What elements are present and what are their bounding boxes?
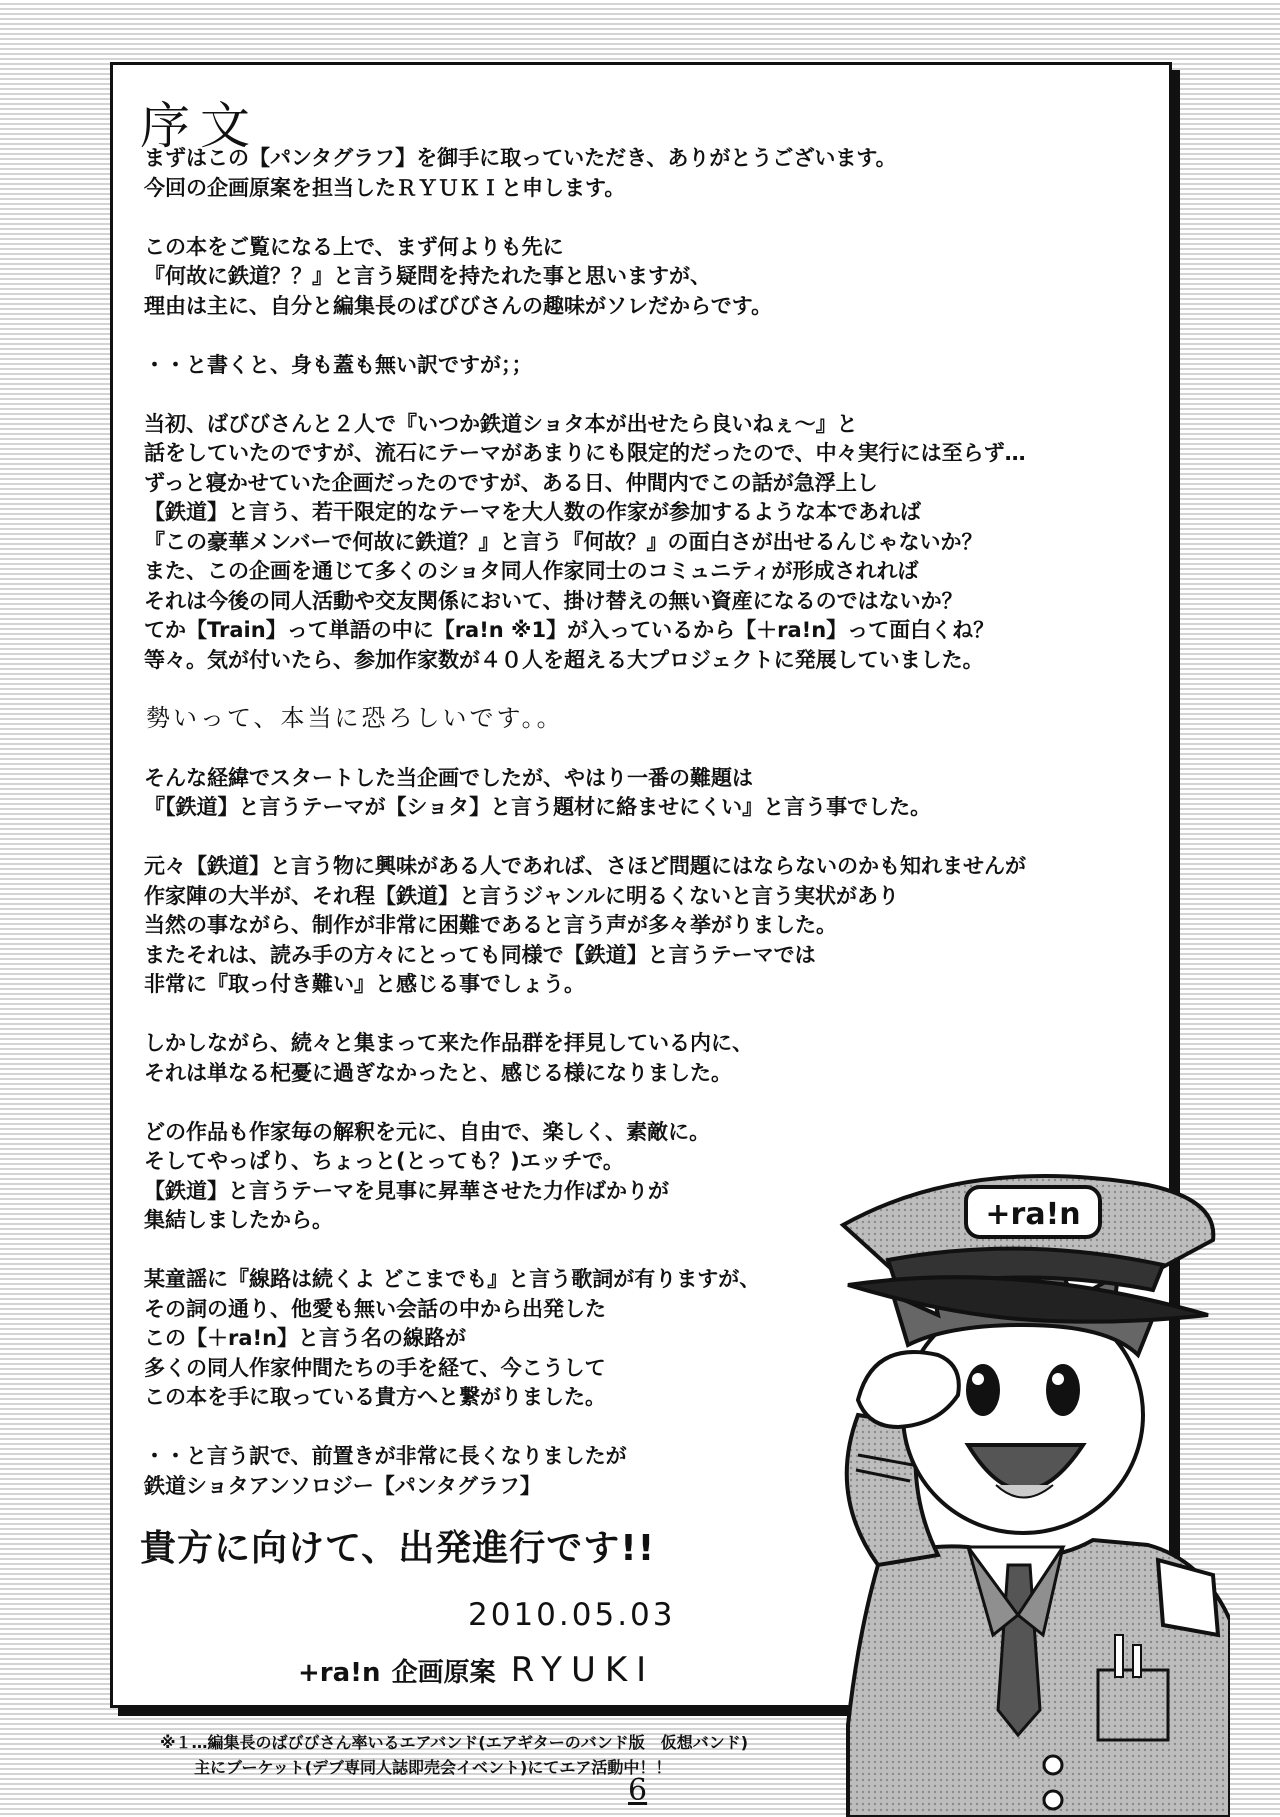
- text-line: 【鉄道】と言うテーマを見事に昇華させた力作ばかりが: [144, 1178, 669, 1203]
- text-line: 集結しましたから。: [144, 1208, 333, 1232]
- handwritten-note: 勢いって、本当に恐ろしいです。。: [146, 704, 564, 732]
- text-line: まずはこの【パンタグラフ】を御手に取っていただき、ありがとうございます。: [144, 146, 897, 170]
- text-line: 当初、ばびびさんと２人で『いつか鉄道ショタ本が出せたら良いねぇ～』と: [144, 411, 858, 436]
- footnote: [160, 1730, 748, 1780]
- text-line: その詞の通り、他愛も無い会話の中から出発した: [144, 1296, 606, 1321]
- date: 2010.05.03: [468, 1597, 676, 1633]
- preface-title: 序文: [140, 97, 260, 155]
- text-line: 元々【鉄道】と言う物に興味がある人であれば、さほど問題にはならないのかも知れませんが: [144, 854, 1026, 878]
- text-line: ・・と言う訳で、前置きが非常に長くなりましたが: [144, 1444, 627, 1468]
- conductor-mascot-illustration: [818, 1165, 1230, 1817]
- text-line: てか【Train】って単語の中に【ra!n ※1】が入っているから【＋ra!n】って面白くね？: [144, 618, 995, 642]
- signature: [298, 1650, 655, 1690]
- text-line: そんな経緯でスタートした当企画でしたが、やはり一番の難題は: [144, 765, 753, 790]
- closing-heading: 貴方に向けて、出発進行です!!: [140, 1528, 656, 1569]
- footnote-line: 主にブーケット(デブ専同人誌即売会イベント)にてエア活動中！！: [194, 1758, 672, 1777]
- footnote-line: ※１…編集長のばびびさん率いるエアバンド(エアギターのバンド版 仮想バンド): [160, 1733, 749, 1752]
- text-line: そしてやっぱり、ちょっと(とっても？)エッチで。: [144, 1149, 624, 1173]
- cap-badge-text: +ra!n: [985, 1197, 1081, 1232]
- text-line: どの作品も作家毎の解釈を元に、自由で、楽しく、素敵に。: [144, 1119, 711, 1144]
- text-line: ・・と書くと、身も蓋も無い訳ですが；；: [144, 352, 533, 377]
- text-line: 某童謡に『線路は続くよ どこまでも』と言う歌詞が有りますが、: [144, 1267, 761, 1291]
- text-line: この【＋ra!n】と言う名の線路が: [144, 1326, 467, 1350]
- text-line: 【鉄道】と言う、若干限定的なテーマを大人数の作家が参加するような本であれば: [144, 500, 921, 524]
- text-line: それは単なる杞憂に過ぎなかったと、感じる様になりました。: [144, 1060, 732, 1085]
- text-line: 作家陣の大半が、それ程【鉄道】と言うジャンルに明るくないと言う実状があり: [144, 883, 900, 908]
- text-line: またそれは、読み手の方々にとっても同様で【鉄道】と言うテーマでは: [144, 942, 816, 967]
- text-line: 話をしていたのですが、流石にテーマがあまりにも限定的だったので、中々実行には至らず…: [144, 441, 1026, 465]
- text-line: 当然の事ながら、制作が非常に困難であると言う声が多々挙がりました。: [144, 913, 837, 937]
- text-line: 『【鉄道】と言うテーマが【ショタ】と言う題材に絡ませにくい』と言う事でした。: [144, 795, 932, 819]
- text-line: この本をご覧になる上で、まず何よりも先に: [144, 234, 564, 259]
- text-line: 『何故に鉄道？？』と言う疑問を持たれた事と思いますが、: [144, 264, 711, 288]
- text-line: 今回の企画原案を担当したＲＹＵＫＩと申します。: [144, 175, 626, 200]
- text-line: それは今後の同人活動や交友関係において、掛け替えの無い資産になるのではないか？: [144, 588, 963, 613]
- page-number: 6: [628, 1773, 648, 1808]
- text-line: この本を手に取っている貴方へと繋がりました。: [144, 1385, 606, 1409]
- text-line: 等々。気が付いたら、参加作家数が４０人を超える大プロジェクトに発展していました。: [144, 647, 984, 672]
- text-line: 理由は主に、自分と編集長のばびびさんの趣味がソレだからです。: [144, 293, 773, 318]
- text-line: また、この企画を通じて多くのショタ同人作家同士のコミュニティが形成されれば: [144, 559, 919, 583]
- text-line: 多くの同人作家仲間たちの手を経て、今こうして: [144, 1355, 606, 1380]
- body-part-1: [144, 144, 1144, 675]
- signature-brand: +ra!n: [298, 1658, 381, 1688]
- signature-role: 企画原案: [391, 1658, 496, 1688]
- text-line: ずっと寝かせていた企画だったのですが、ある日、仲間内でこの話が急浮上し: [144, 470, 878, 495]
- text-line: 非常に『取っ付き難い』と感じる事でしょう。: [144, 972, 585, 996]
- text-line: しかしながら、続々と集まって来た作品群を拝見している内に、: [144, 1031, 753, 1055]
- signature-name: RYUKI: [510, 1650, 656, 1690]
- text-line: 鉄道ショタアンソロジー【パンタグラフ】: [144, 1473, 541, 1498]
- text-line: 『この豪華メンバーで何故に鉄道？』と言う『何故？』の面白さが出せるんじゃないか？: [144, 529, 983, 554]
